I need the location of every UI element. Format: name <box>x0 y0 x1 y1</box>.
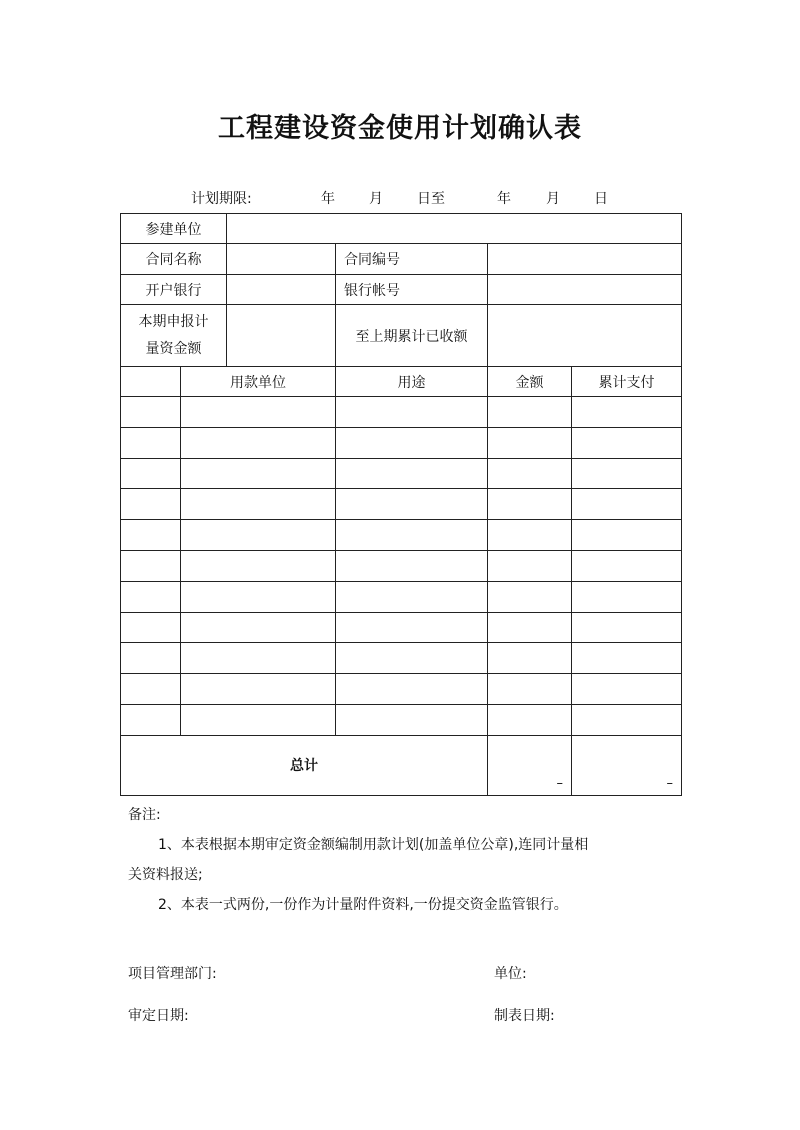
row-cumulative-cell[interactable] <box>572 581 682 612</box>
row-cumulative-cell[interactable] <box>572 397 682 428</box>
column-payee: 用款单位 <box>181 367 336 397</box>
note-item-1-cont: 关资料报送; <box>128 867 203 883</box>
table-row <box>121 612 682 643</box>
row-payee-cell[interactable] <box>181 489 336 520</box>
row-payee-cell[interactable] <box>181 704 336 735</box>
current-amount-label-line2: 量资金额 <box>145 340 202 357</box>
row-index-cell[interactable] <box>121 489 181 520</box>
cumulative-received-label: 至上期累计已收额 <box>336 305 488 367</box>
row-index-cell[interactable] <box>121 550 181 581</box>
row-amount-cell[interactable] <box>488 427 572 458</box>
contract-name-label: 合同名称 <box>121 244 227 275</box>
row-amount-cell[interactable] <box>488 489 572 520</box>
contract-no-label: 合同编号 <box>336 244 488 275</box>
row-amount-cell[interactable] <box>488 520 572 551</box>
row-cumulative-cell[interactable] <box>572 674 682 705</box>
row-amount-cell[interactable] <box>488 612 572 643</box>
row-purpose-cell[interactable] <box>336 397 488 428</box>
bank-account-value[interactable] <box>488 275 682 305</box>
row-cumulative-cell[interactable] <box>572 489 682 520</box>
row-amount-cell[interactable] <box>488 397 572 428</box>
period-month-1: 月 <box>369 191 383 207</box>
column-cumulative-paid: 累计支付 <box>572 367 682 397</box>
row-payee-cell[interactable] <box>181 427 336 458</box>
cumulative-received-value[interactable] <box>488 305 682 367</box>
row-amount-cell[interactable] <box>488 581 572 612</box>
row-purpose-cell[interactable] <box>336 550 488 581</box>
bank-value[interactable] <box>227 275 336 305</box>
period-year-2: 年 <box>497 191 511 207</box>
row-index-cell[interactable] <box>121 458 181 489</box>
table-row <box>121 643 682 674</box>
notes-section <box>128 800 688 920</box>
table-row <box>121 520 682 551</box>
row-payee-cell[interactable] <box>181 458 336 489</box>
fund-plan-table <box>120 213 682 796</box>
row-purpose-cell[interactable] <box>336 643 488 674</box>
total-cumulative-dash: – <box>666 775 673 791</box>
payment-rows <box>121 397 682 736</box>
bank-label: 开户银行 <box>121 275 227 305</box>
period-day-2: 日 <box>594 191 608 207</box>
row-payee-cell[interactable] <box>181 520 336 551</box>
row-purpose-cell[interactable] <box>336 674 488 705</box>
row-index-cell[interactable] <box>121 674 181 705</box>
participant-unit-label: 参建单位 <box>121 214 227 244</box>
table-row <box>121 489 682 520</box>
contract-no-value[interactable] <box>488 244 682 275</box>
row-payee-cell[interactable] <box>181 643 336 674</box>
row-amount-cell[interactable] <box>488 674 572 705</box>
table-row <box>121 458 682 489</box>
table-row <box>121 674 682 705</box>
total-amount-cell[interactable] <box>488 735 572 795</box>
row-cumulative-cell[interactable] <box>572 458 682 489</box>
row-index-cell[interactable] <box>121 520 181 551</box>
current-amount-value[interactable] <box>227 305 336 367</box>
row-payee-cell[interactable] <box>181 397 336 428</box>
total-label: 总计 <box>121 735 488 795</box>
table-row <box>121 397 682 428</box>
signature-review-date: 审定日期: <box>128 1008 189 1024</box>
row-payee-cell[interactable] <box>181 550 336 581</box>
signature-unit: 单位: <box>494 966 527 982</box>
note-item-1: 1、本表根据本期审定资金额编制用款计划(加盖单位公章),连同计量相 <box>158 837 589 853</box>
period-year-1: 年 <box>321 191 335 207</box>
row-amount-cell[interactable] <box>488 704 572 735</box>
column-purpose: 用途 <box>336 367 488 397</box>
signature-dept: 项目管理部门: <box>128 966 217 982</box>
row-index-cell[interactable] <box>121 581 181 612</box>
table-row <box>121 581 682 612</box>
table-row <box>121 550 682 581</box>
notes-heading: 备注: <box>128 807 161 823</box>
row-index-cell[interactable] <box>121 643 181 674</box>
period-day-to: 日至 <box>417 191 445 207</box>
row-purpose-cell[interactable] <box>336 612 488 643</box>
row-amount-cell[interactable] <box>488 458 572 489</box>
row-index-cell[interactable] <box>121 397 181 428</box>
row-index-cell[interactable] <box>121 612 181 643</box>
row-index-cell[interactable] <box>121 704 181 735</box>
row-payee-cell[interactable] <box>181 612 336 643</box>
row-cumulative-cell[interactable] <box>572 427 682 458</box>
row-amount-cell[interactable] <box>488 550 572 581</box>
total-amount-dash: – <box>556 775 563 791</box>
table-row <box>121 704 682 735</box>
row-purpose-cell[interactable] <box>336 489 488 520</box>
column-index <box>121 367 181 397</box>
row-cumulative-cell[interactable] <box>572 550 682 581</box>
row-purpose-cell[interactable] <box>336 458 488 489</box>
page-title: 工程建设资金使用计划确认表 <box>218 113 582 144</box>
note-item-2: 2、本表一式两份,一份作为计量附件资料,一份提交资金监管银行。 <box>158 897 568 913</box>
row-cumulative-cell[interactable] <box>572 704 682 735</box>
row-payee-cell[interactable] <box>181 674 336 705</box>
row-cumulative-cell[interactable] <box>572 520 682 551</box>
row-cumulative-cell[interactable] <box>572 612 682 643</box>
contract-name-value[interactable] <box>227 244 336 275</box>
row-amount-cell[interactable] <box>488 643 572 674</box>
row-cumulative-cell[interactable] <box>572 643 682 674</box>
total-cumulative-cell[interactable] <box>572 735 682 795</box>
current-amount-label-line1: 本期申报计 <box>138 313 209 330</box>
current-amount-label <box>121 305 227 367</box>
row-purpose-cell[interactable] <box>336 520 488 551</box>
row-purpose-cell[interactable] <box>336 427 488 458</box>
row-payee-cell[interactable] <box>181 581 336 612</box>
period-month-2: 月 <box>546 191 560 207</box>
row-purpose-cell[interactable] <box>336 704 488 735</box>
participant-unit-value[interactable] <box>227 214 682 244</box>
column-amount: 金额 <box>488 367 572 397</box>
period-label: 计划期限: <box>191 191 252 207</box>
row-purpose-cell[interactable] <box>336 581 488 612</box>
table-row <box>121 427 682 458</box>
row-index-cell[interactable] <box>121 427 181 458</box>
signature-prepare-date: 制表日期: <box>494 1008 555 1024</box>
bank-account-label: 银行帐号 <box>336 275 488 305</box>
